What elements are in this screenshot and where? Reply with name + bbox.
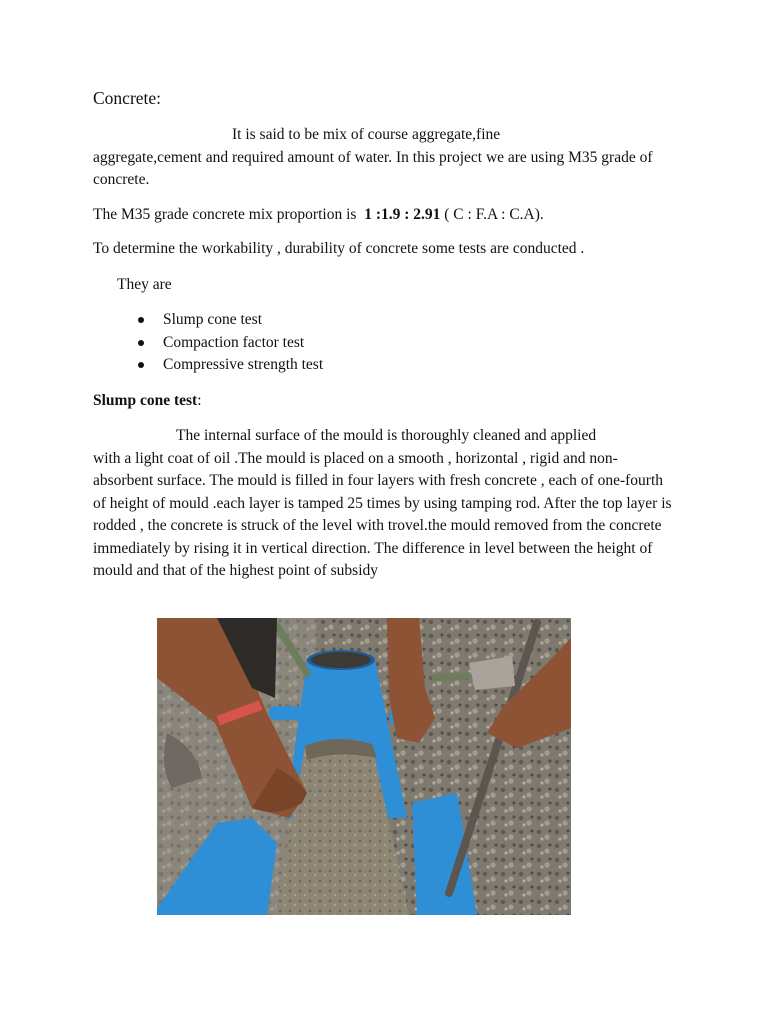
bullet-icon <box>138 317 144 323</box>
test-label: Compaction factor test <box>163 333 305 351</box>
list-item <box>138 332 323 355</box>
slump-procedure-paragraph <box>93 425 673 583</box>
slump-test-illustration <box>157 618 571 915</box>
list-item <box>138 309 323 332</box>
tests-list <box>138 309 323 377</box>
workability-paragraph: To determine the workability , durability of concrete some tests are conducted . <box>93 240 585 257</box>
bullet-icon <box>138 340 144 346</box>
intro-rest: aggregate,cement and required amount of water. In this project we are using M35 grade of concrete. <box>93 148 653 188</box>
test-label: Slump cone test <box>163 311 263 328</box>
procedure-rest: with a light coat of oil .The mould is placed on a smooth , horizontal , rigid and non-absorbent surface. The mould is filled in four layers with fresh concrete , each of one-fourth of height of mould .each layer is tamped 25 times by using tamping rod. After the top layer is rodded , the concrete is struck of the level with trovel.the mould removed from the concrete immediately by rising it in vertical direction. The difference in level between the height of mould and that of the highest point of subsidy <box>93 449 672 579</box>
mix-suffix: ( C : F.A : C.A). <box>444 206 544 223</box>
they-are-label: They are <box>117 276 172 293</box>
intro-first-line: It is said to be mix of course aggregate,fine <box>232 126 501 143</box>
bullet-icon <box>138 362 144 368</box>
section-title: Concrete: <box>93 88 162 108</box>
mix-prefix: The M35 grade concrete mix proportion is <box>93 206 357 223</box>
procedure-first-line: The internal surface of the mould is thoroughly cleaned and applied <box>176 427 597 444</box>
mix-proportion-paragraph <box>93 204 683 227</box>
slump-test-photo <box>157 618 571 915</box>
slump-colon: : <box>197 392 202 409</box>
slump-title: Slump cone test <box>93 392 198 409</box>
mix-ratio: 1 :1.9 : 2.91 <box>364 206 441 223</box>
intro-paragraph <box>93 124 683 192</box>
test-label: Compressive strength test <box>163 356 324 373</box>
slump-test-heading <box>93 390 202 412</box>
list-item <box>138 354 323 377</box>
